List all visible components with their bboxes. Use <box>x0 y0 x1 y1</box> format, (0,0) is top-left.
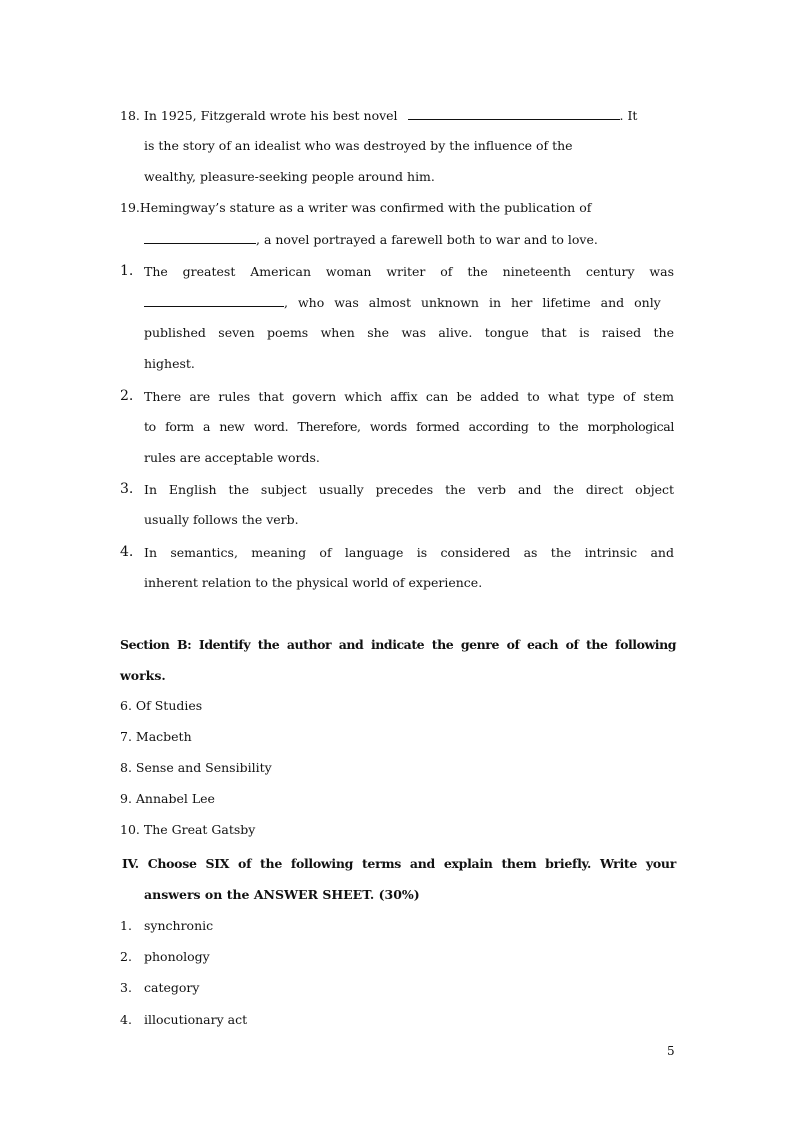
tf4-number-wrap <box>120 544 133 560</box>
tf3-text: In English the subject usually precedes the verb and the direct object <box>144 482 674 497</box>
part-iv-heading-line1: IV. Choose SIX of the following terms and explain them briefly. Write your <box>122 856 676 871</box>
tf2-line2 <box>144 419 674 435</box>
tf3-number: 3. <box>120 481 134 497</box>
q19-line2 <box>144 231 598 248</box>
q18-line3 <box>144 169 435 185</box>
q18-line1 <box>120 107 637 124</box>
q18-line2 <box>144 138 626 154</box>
tf4-number: 4. <box>120 544 134 560</box>
q19-text: Hemingway’s stature as a writer was confirmed with the publication of <box>139 200 592 215</box>
tf1-number: 1. <box>120 263 134 279</box>
work-title: 6. Of Studies <box>120 698 203 713</box>
section-b-heading <box>120 637 676 653</box>
term-item <box>120 949 132 965</box>
tf1-line4 <box>144 356 195 372</box>
work-title: 10. The Great Gatsby <box>120 822 256 837</box>
term-item-label <box>144 918 213 934</box>
part-iv-heading-line2 <box>144 887 420 903</box>
term-item <box>120 918 132 934</box>
q19-line1 <box>120 200 591 216</box>
section-b-heading-text: works. <box>120 668 166 683</box>
term-text: synchronic <box>144 918 214 933</box>
page-number-text: 5 <box>667 1044 675 1058</box>
answer-blank <box>408 107 620 120</box>
tf1-text: , who was almost unknown in her lifetime and only <box>284 295 661 310</box>
q18-number: 18. <box>120 108 140 123</box>
part-iv-heading <box>122 856 676 872</box>
term-number: 4. <box>120 1012 132 1027</box>
term-item <box>120 1012 132 1028</box>
term-item-label <box>144 949 210 965</box>
page-number <box>667 1043 675 1059</box>
term-text: phonology <box>144 949 210 964</box>
work-title: 7. Macbeth <box>120 729 192 744</box>
part-iv-heading-text: answers on the ANSWER SHEET. (30%) <box>144 887 420 902</box>
term-number: 2. <box>120 949 132 964</box>
tf2-text: rules are acceptable words. <box>144 450 320 465</box>
list-item <box>120 791 215 807</box>
tf3-number-wrap <box>120 481 133 497</box>
list-item <box>120 822 255 838</box>
section-b-heading-line2 <box>120 668 166 684</box>
q19-number: 19. <box>120 200 140 215</box>
term-number: 3. <box>120 980 132 995</box>
tf1-line3 <box>144 325 674 341</box>
tf2-line3 <box>144 450 320 466</box>
tf1-text: highest. <box>144 356 195 371</box>
list-item <box>120 729 192 745</box>
tf4-text: In semantics, meaning of language is considered as the intrinsic and <box>144 545 674 560</box>
term-item <box>120 980 132 996</box>
term-number: 1. <box>120 918 132 933</box>
tf1-text-line1 <box>144 264 674 280</box>
work-title: 8. Sense and Sensibility <box>120 760 272 775</box>
term-item-label <box>144 1012 247 1028</box>
tf2-number-wrap <box>120 388 133 404</box>
list-item <box>120 760 272 776</box>
tf2-text: There are rules that govern which affix can be added to what type of stem <box>144 389 674 404</box>
q19-text: , a novel portrayed a farewell both to war and to love. <box>256 232 598 247</box>
tf3-line1 <box>144 482 674 498</box>
q18-text-after-blank: . It <box>619 108 638 123</box>
tf2-number: 2. <box>120 388 134 404</box>
tf4-line1 <box>144 545 674 561</box>
tf4-text: inherent relation to the physical world of experience. <box>144 575 483 590</box>
section-b-heading-line1: Section B: Identify the author and indicate the genre of each of the following <box>120 637 676 652</box>
tf2-line1 <box>144 389 674 405</box>
tf3-text: usually follows the verb. <box>144 512 299 527</box>
tf1-line2 <box>144 294 674 311</box>
tf2-text: to form a new word. Therefore, words formed according to the morphological <box>144 419 674 434</box>
q18-text: In 1925, Fitzgerald wrote his best novel <box>143 108 398 123</box>
term-text: illocutionary act <box>144 1012 248 1027</box>
q18-text: is the story of an idealist who was destroyed by the influence of the <box>144 138 573 153</box>
answer-blank <box>144 294 284 307</box>
work-title: 9. Annabel Lee <box>120 791 215 806</box>
tf1-text: The greatest American woman writer of the nineteenth century was <box>144 264 674 279</box>
list-item <box>120 698 202 714</box>
tf3-line2 <box>144 512 299 528</box>
tf1-text: published seven poems when she was alive. tongue that is raised the <box>144 325 674 340</box>
tf4-line2 <box>144 575 482 591</box>
q18-text: wealthy, pleasure-seeking people around him. <box>144 169 435 184</box>
answer-blank <box>144 231 256 244</box>
term-item-label <box>144 980 199 996</box>
term-text: category <box>144 980 200 995</box>
